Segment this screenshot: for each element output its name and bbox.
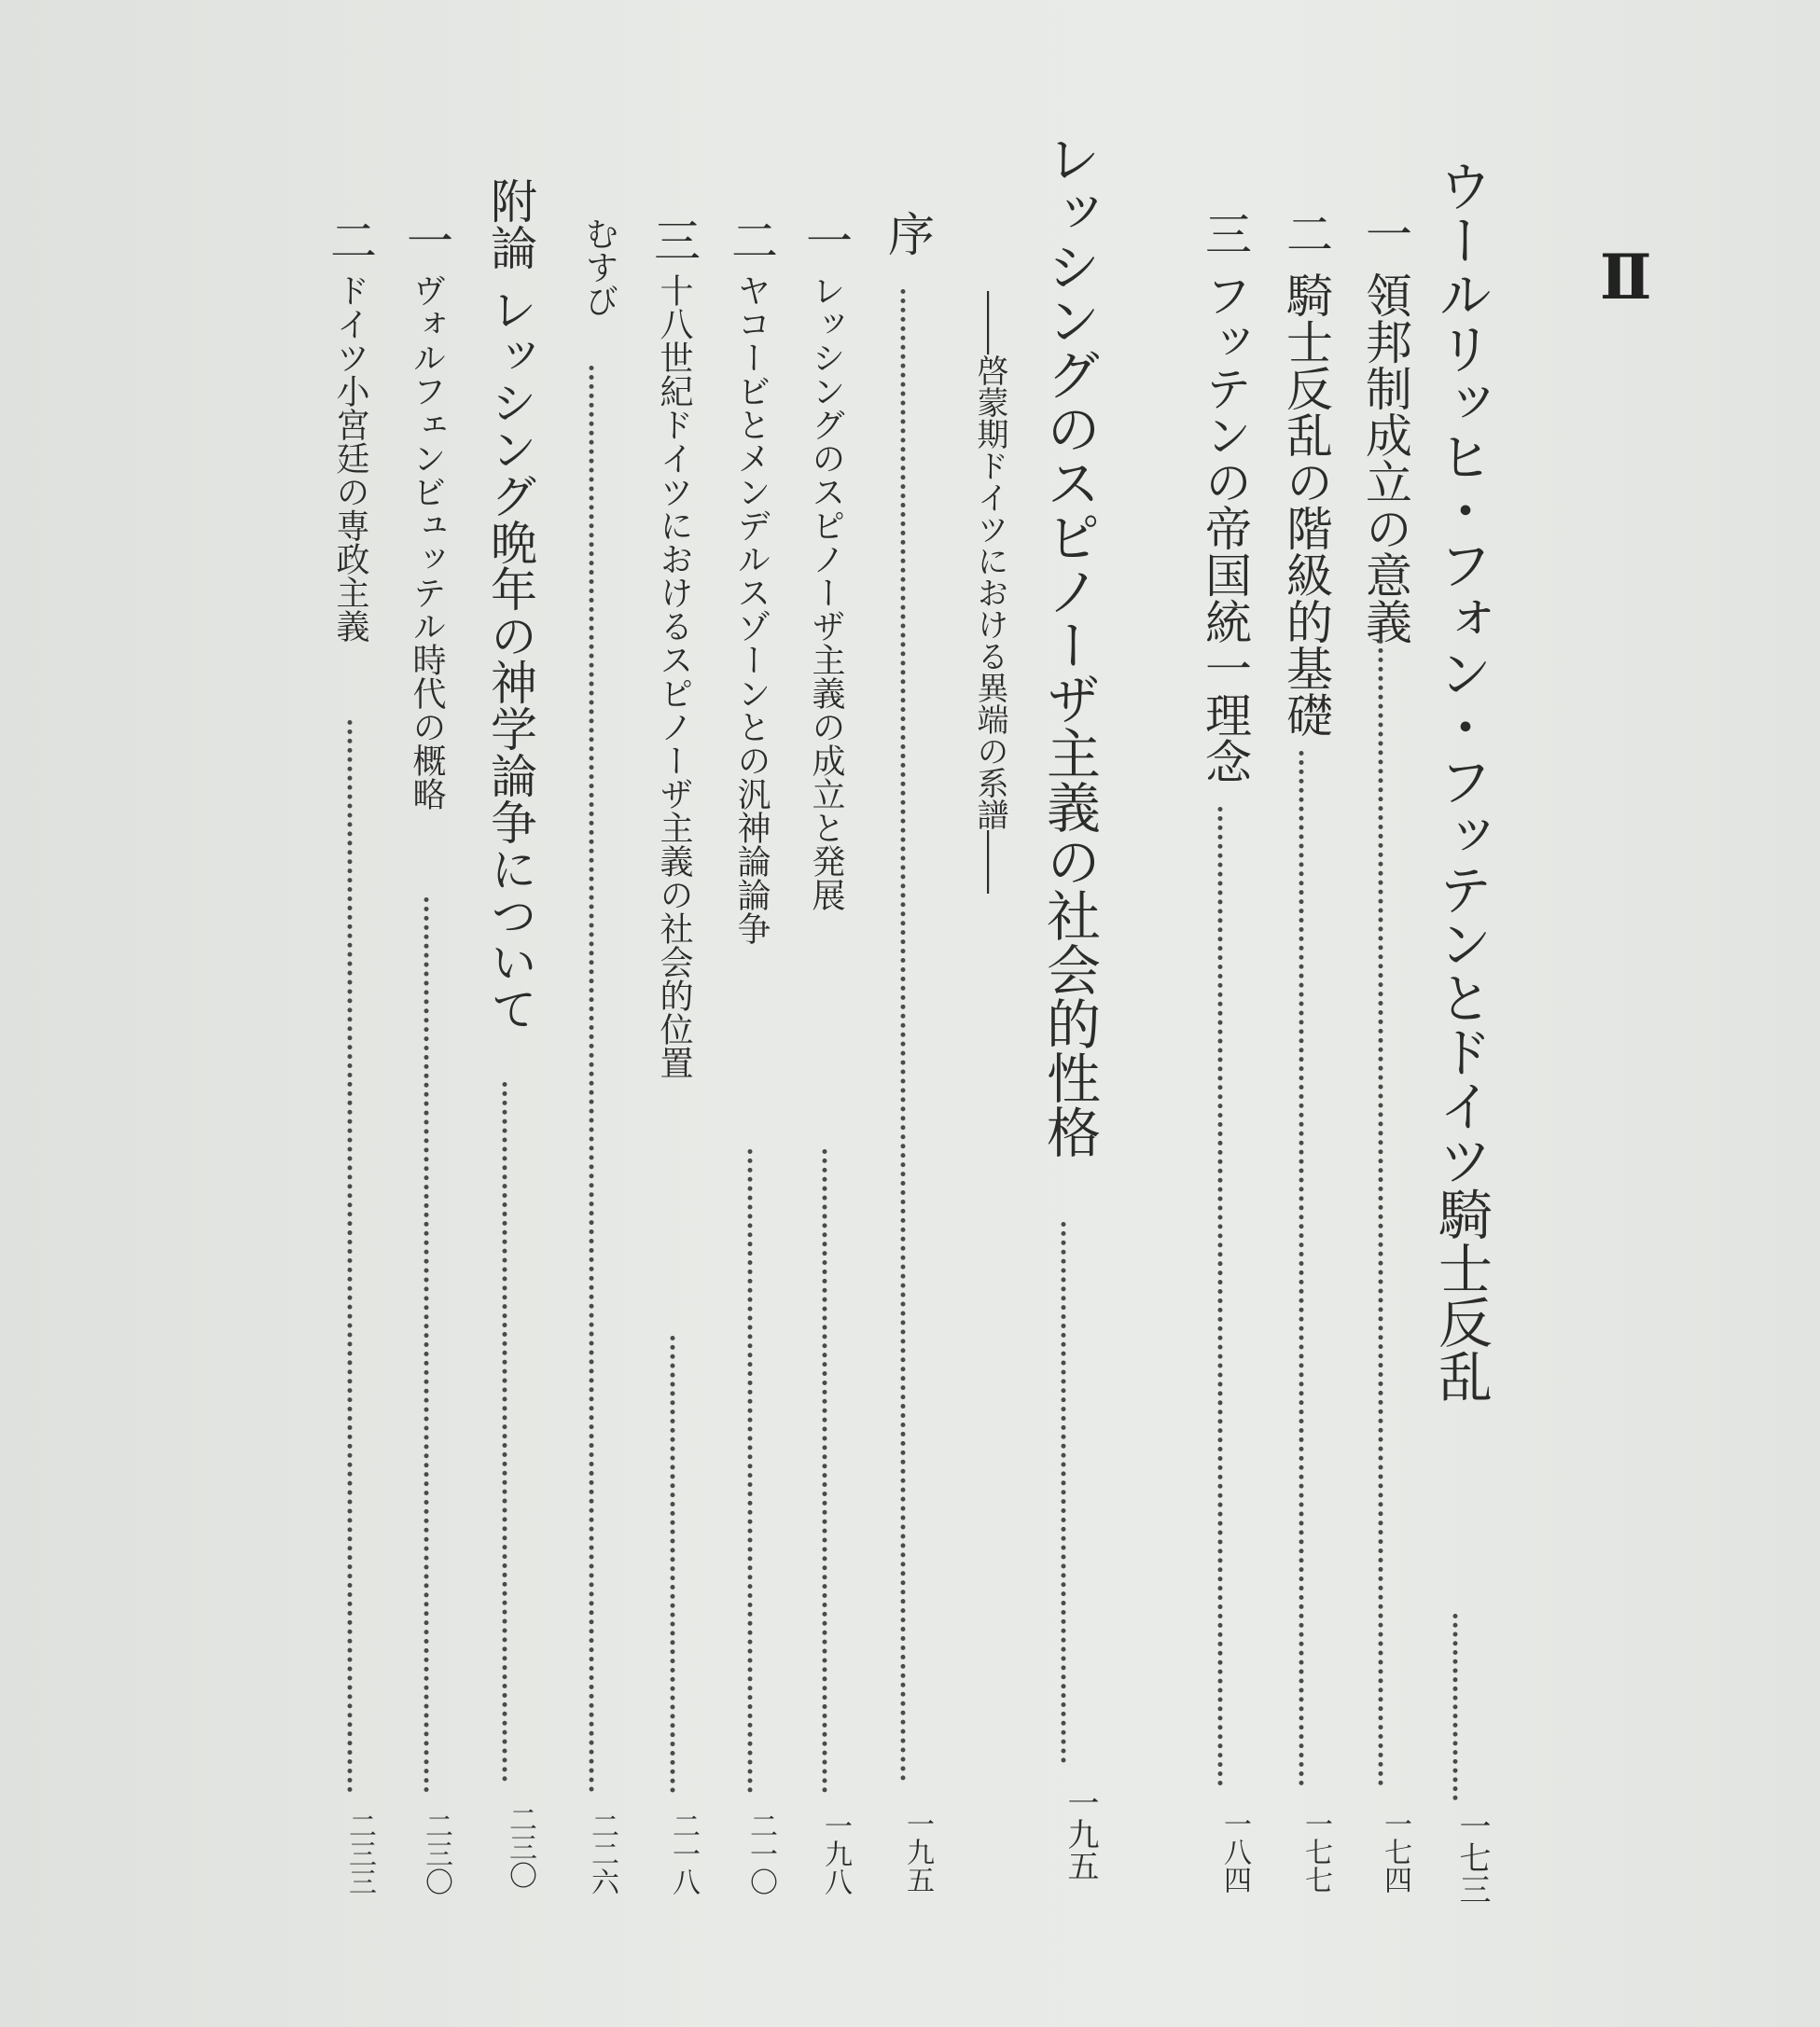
toc-page-number: 二二六 bbox=[586, 1812, 618, 1895]
toc-page-number: 一七七 bbox=[1299, 1810, 1332, 1894]
toc-title: むすび bbox=[580, 216, 618, 317]
toc-marker: 三 bbox=[646, 216, 701, 263]
toc-page-number: 一七三 bbox=[1453, 1810, 1491, 1905]
toc-entry bbox=[1273, 210, 1333, 1894]
toc-entry-appendix bbox=[476, 177, 537, 1889]
leader-dots bbox=[1062, 1222, 1066, 1763]
toc-title: レッシングのスピノーザ主義の社会的性格 bbox=[1037, 131, 1101, 1159]
toc-entry bbox=[875, 210, 935, 1894]
toc-page-number: 一九五 bbox=[1062, 1786, 1099, 1881]
toc-title: フッテンの帝国統一理念 bbox=[1198, 271, 1252, 784]
toc-marker: 三 bbox=[1198, 210, 1252, 257]
toc-title: ヴォルフェンビュッテル時代の概略 bbox=[408, 273, 446, 812]
toc-title: 騎士反乱の階級的基礎 bbox=[1279, 271, 1333, 738]
toc-entry bbox=[323, 216, 377, 1895]
toc-title: ヤコービとメンデルスゾーンとの汎神論論争 bbox=[732, 273, 771, 946]
toc-page-number: 二三三 bbox=[343, 1812, 376, 1895]
toc-marker: 二 bbox=[724, 216, 778, 263]
leader-dots bbox=[901, 289, 906, 1782]
toc-entry-chapter-lessing bbox=[1031, 131, 1101, 1881]
toc-entry bbox=[567, 216, 618, 1895]
toc-entry bbox=[399, 216, 453, 1895]
toc-page-number: 二一〇 bbox=[744, 1812, 777, 1895]
toc-marker: 二 bbox=[323, 216, 377, 263]
toc-page-number: 一九八 bbox=[819, 1812, 852, 1895]
toc-marker: 二 bbox=[1279, 210, 1333, 257]
toc-entry bbox=[724, 216, 778, 1895]
toc-title: ドイツ小宮廷の専政主義 bbox=[331, 273, 369, 644]
toc-entry bbox=[646, 216, 701, 1895]
toc-marker: 一 bbox=[1358, 210, 1412, 257]
toc-entry bbox=[799, 216, 853, 1895]
toc-entry-chapter-hutten bbox=[1423, 159, 1493, 1905]
toc-subtitle: ――啓蒙期ドイツにおける異端の系譜―― bbox=[971, 291, 1008, 894]
toc-entry bbox=[1353, 210, 1412, 1894]
toc-page-number: 一九五 bbox=[901, 1810, 934, 1894]
leader-dots bbox=[503, 1082, 507, 1782]
toc-page-number: 一七四 bbox=[1379, 1810, 1411, 1894]
leader-dots bbox=[823, 1149, 827, 1793]
toc-entry bbox=[1192, 210, 1252, 1894]
leader-dots bbox=[1453, 1614, 1458, 1800]
leader-dots bbox=[348, 720, 353, 1793]
toc-title: 領邦制成立の意義 bbox=[1358, 271, 1412, 645]
leader-dots bbox=[748, 1149, 753, 1793]
part-number: Ⅱ bbox=[1600, 241, 1646, 313]
leader-dots bbox=[1299, 751, 1304, 1786]
toc-title: 序 bbox=[881, 210, 935, 257]
toc-page-number: 二三〇 bbox=[420, 1812, 452, 1895]
toc-title: レッシング晩年の神学論争について bbox=[483, 285, 537, 1032]
toc-page-number: 二一八 bbox=[667, 1812, 700, 1895]
leader-dots bbox=[424, 897, 429, 1793]
toc-marker: 附論 bbox=[483, 177, 537, 271]
toc-page-number: 二三〇 bbox=[504, 1805, 536, 1889]
leader-dots bbox=[1218, 807, 1223, 1786]
leader-dots bbox=[590, 366, 594, 1793]
toc-title: ウールリッヒ・フォン・フッテンとドイツ騎士反乱 bbox=[1429, 159, 1493, 1403]
toc-page-number: 一八四 bbox=[1218, 1810, 1251, 1894]
toc-marker: 一 bbox=[399, 216, 453, 263]
leader-dots bbox=[671, 1336, 675, 1793]
toc-marker: 一 bbox=[799, 216, 853, 263]
toc-title: 十八世紀ドイツにおけるスピノーザ主義の社会的位置 bbox=[655, 273, 693, 1080]
leader-dots bbox=[1379, 639, 1383, 1786]
toc-title: レッシングのスピノーザ主義の成立と発展 bbox=[807, 273, 845, 912]
